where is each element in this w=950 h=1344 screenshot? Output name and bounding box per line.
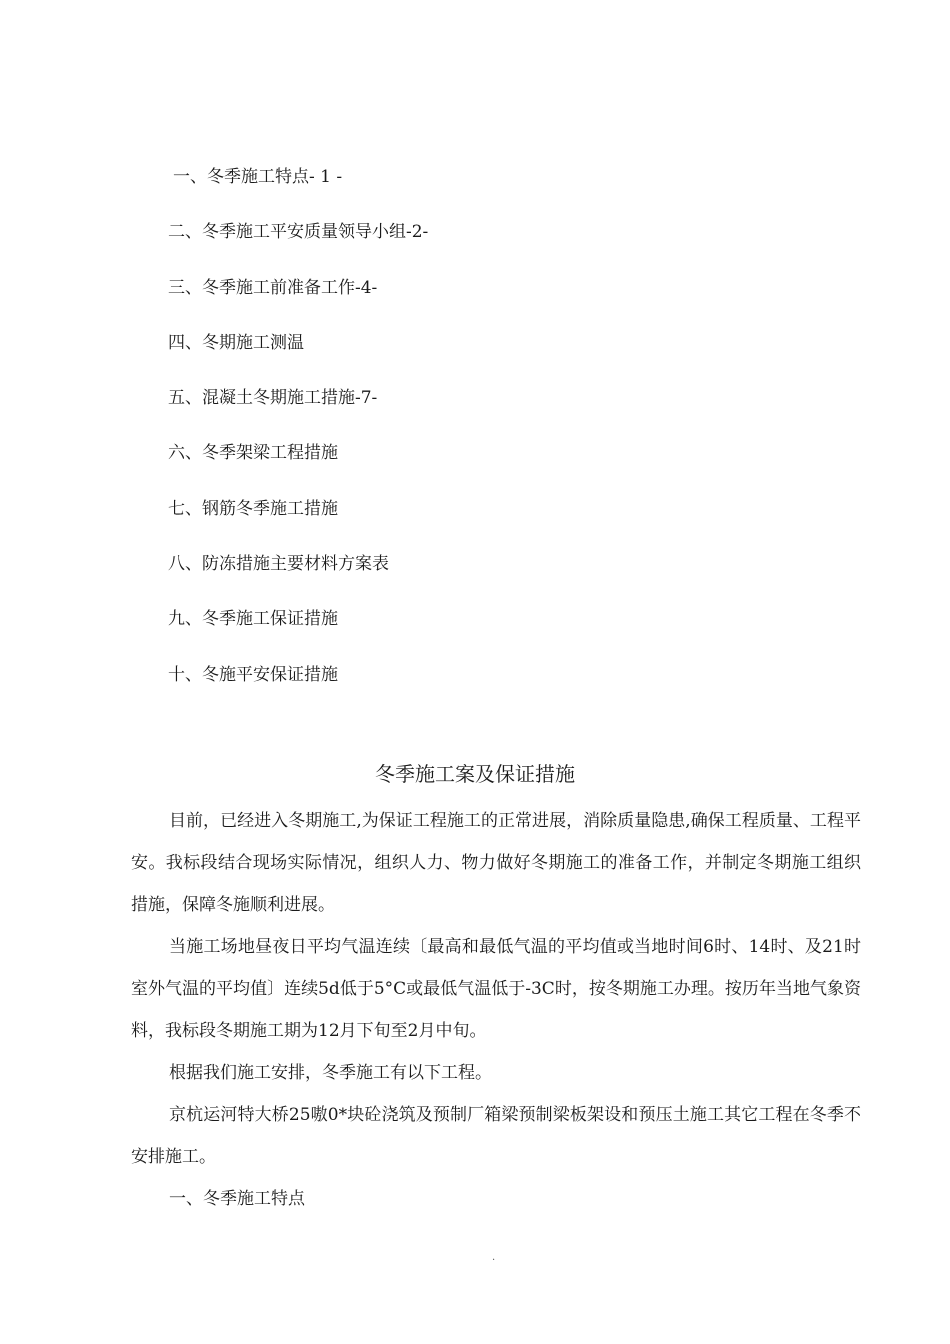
body-paragraph: 当施工场地昼夜日平均气温连续〔最高和最低气温的平均值或当地时间6时、14时、及21时室外气温的平均值〕连续5d低于5°C或最低气温低于-3C时，按冬期施工办理。按历年当地气象资料，我标段冬期施工期为12月下旬至2月中旬。 xyxy=(131,937,861,1041)
toc-item[interactable]: 五、混凝土冬期施工措施-7- xyxy=(168,388,378,409)
toc-item[interactable]: 七、钢筋冬季施工措施 xyxy=(168,498,338,519)
table-of-contents xyxy=(168,150,868,703)
toc-item[interactable]: 十、冬施平安保证措施 xyxy=(168,664,338,685)
toc-item[interactable]: 八、防冻措施主要材料方案表 xyxy=(168,554,389,575)
toc-item[interactable]: 九、冬季施工保证措施 xyxy=(168,609,338,630)
page-footer-mark: . xyxy=(492,1252,496,1263)
document-title: 冬季施工案及保证措施 xyxy=(375,762,575,786)
toc-item[interactable]: 六、冬季架梁工程措施 xyxy=(168,443,338,464)
toc-item[interactable]: 一、冬季施工特点- 1 - xyxy=(173,167,343,187)
toc-item[interactable]: 三、冬季施工前准备工作-4- xyxy=(168,277,378,298)
section-heading: 一、冬季施工特点 xyxy=(169,1189,305,1209)
body-paragraph: 京杭运河特大桥25嗷0*块砼浇筑及预制厂箱梁预制梁板架设和预压土施工其它工程在冬季不安排施工。 xyxy=(131,1105,861,1167)
toc-item[interactable]: 四、冬期施工测温 xyxy=(168,332,304,353)
toc-item[interactable]: 二、冬季施工平安质量领导小组-2- xyxy=(168,222,429,243)
document-body xyxy=(131,800,861,1220)
body-paragraph: 目前，已经进入冬期施工,为保证工程施工的正常进展，消除质量隐患,确保工程质量、工程平安。我标段结合现场实际情况，组织人力、物力做好冬期施工的准备工作，并制定冬期施工组织措施，保障冬施顺利进展。 xyxy=(131,811,861,915)
body-paragraph: 根据我们施工安排，冬季施工有以下工程。 xyxy=(169,1063,492,1083)
